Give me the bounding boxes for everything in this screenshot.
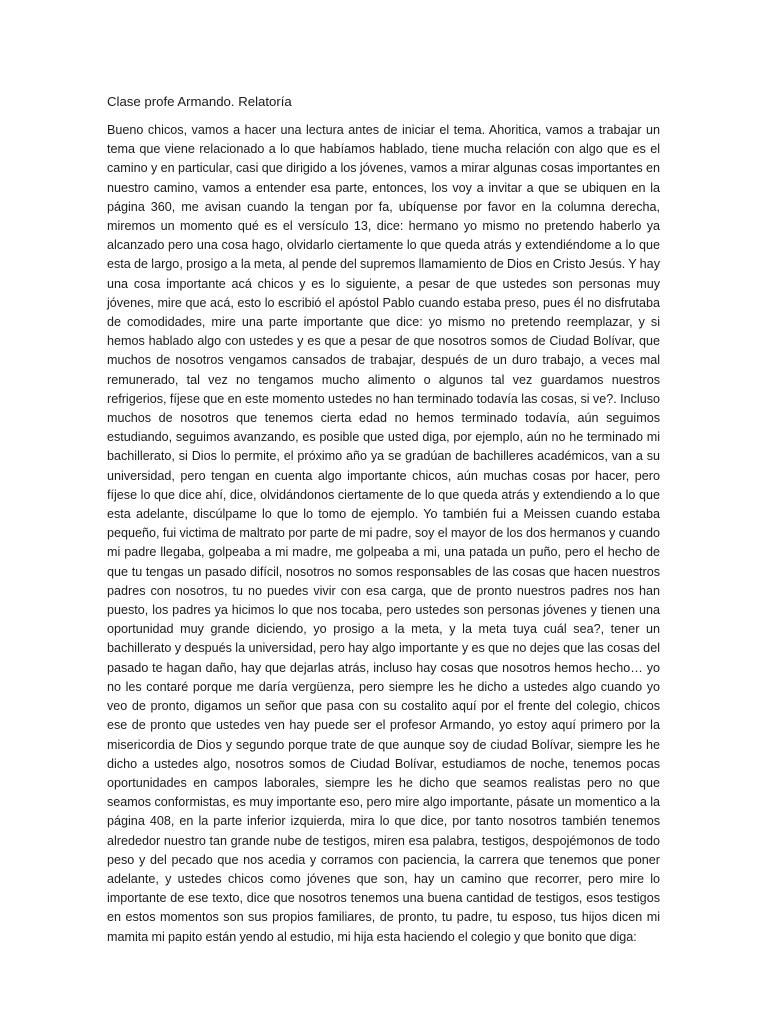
document-title: Clase profe Armando. Relatoría <box>107 94 292 109</box>
document-body-paragraph: Bueno chicos, vamos a hacer una lectura antes de iniciar el tema. Ahoritica, vamos a trabajar un tema que viene relacionado a lo que habíamos hablado, tiene mucha relación con algo que es el camino y en particular, casi que dirigido a los jóvenes, vamos a mirar algunas cosas importantes en nuestro camino, vamos a entender esa parte, entonces, los voy a invitar a que se ubiquen en la página 360, me avisan cuando la tengan por fa, ubíquense por favor en la columna derecha, miremos un momento qué es el versículo 13, dice: hermano yo mismo no pretendo haberlo ya alcanzado pero una cosa hago, olvidarlo ciertamente lo que queda atrás y extendiéndome a lo que esta de largo, prosigo a la meta, al pende del supremos llamamiento de Dios en Cristo Jesús. Y hay una cosa importante acá chicos y es lo siguiente, a pesar de que ustedes son personas muy jóvenes, mire que acá, esto lo escribió el apóstol Pablo cuando estaba preso, pues él no disfrutaba de comodidades, mire una parte importante que dice: yo mismo no pretendo reemplazar, y si hemos hablado algo con ustedes y es que a pesar de que nosotros somos de Ciudad Bolívar, que muchos de nosotros vengamos cansados de trabajar, después de un duro trabajo, a veces mal remunerado, tal vez no tengamos mucho alimento o algunos tal vez guardamos nuestros refrigerios, fíjese que en este momento ustedes no han terminado todavía las cosas, si ve?. Incluso muchos de nosotros que tenemos cierta edad no hemos terminado todavía, aún seguimos estudiando, seguimos avanzando, es posible que usted diga, por ejemplo, aún no he terminado mi bachillerato, si Dios lo permite, el próximo año ya se gradúan de bachilleres académicos, van a su universidad, pero tengan en cuenta algo importante chicos, aún muchas cosas por hacer, pero fíjese lo que dice ahí, dice, olvidándonos ciertamente de lo que queda atrás y extendiendo a lo que esta adelante, discúlpame lo que lo tomo de ejemplo. Yo también fui a Meissen cuando estaba pequeño, fui victima de maltrato por parte de mi padre, soy el mayor de los dos hermanos y cuando mi padre llegaba, golpeaba a mi madre, me golpeaba a mi, una patada un puño, pero el hecho de que tu tengas un pasado difícil, nosotros no somos responsables de las cosas que hacen nuestros padres con nosotros, tu no puedes vivir con esa carga, que de pronto nuestros padres nos han puesto, los padres ya hicimos lo que nos tocaba, pero ustedes son personas jóvenes y tienen una oportunidad muy grande diciendo, yo prosigo a la meta, y la meta tuya cuál sea?, tener un bachillerato y después la universidad, pero hay algo importante y es que no dejes que las cosas del pasado te hagan daño, hay que dejarlas atrás, incluso hay cosas que nosotros hemos hecho… yo no les contaré porque me daría vergüenza, pero siempre les he dicho a ustedes algo cuando yo veo de pronto, digamos un señor que pasa con su costalito aquí por el frente del colegio, chicos ese de pronto que ustedes ven hay puede ser el profesor Armando, yo estoy aquí primero por la misericordia de Dios y segundo porque trate de que aunque soy de ciudad Bolívar, siempre les he dicho a ustedes algo, nosotros somos de Ciudad Bolívar, estudiamos de noche, tenemos pocas oportunidades en campos laborales, siempre les he dicho que seamos realistas pero no que seamos conformistas, es muy importante eso, pero mire algo importante, pásate un momentico a la página 408, en la parte inferior izquierda, mira lo que dice, por tanto nosotros también tenemos alrededor nuestro tan grande nube de testigos, miren esa palabra, testigos, despojémonos de todo peso y del pecado que nos acedia y corramos con paciencia, la carrera que tenemos que poner adelante, y ustedes chicos como jóvenes que son, hay un camino que recorrer, pero mire lo importante de ese texto, dice que nosotros tenemos una buena cantidad de testigos, esos testigos en estos momentos son sus propios familiares, de pronto, tu padre, tu esposo, tus hijos dicen mi mamita mi papito están yendo al estudio, mi hija esta haciendo el colegio y que bonito que diga: <box>107 123 660 944</box>
